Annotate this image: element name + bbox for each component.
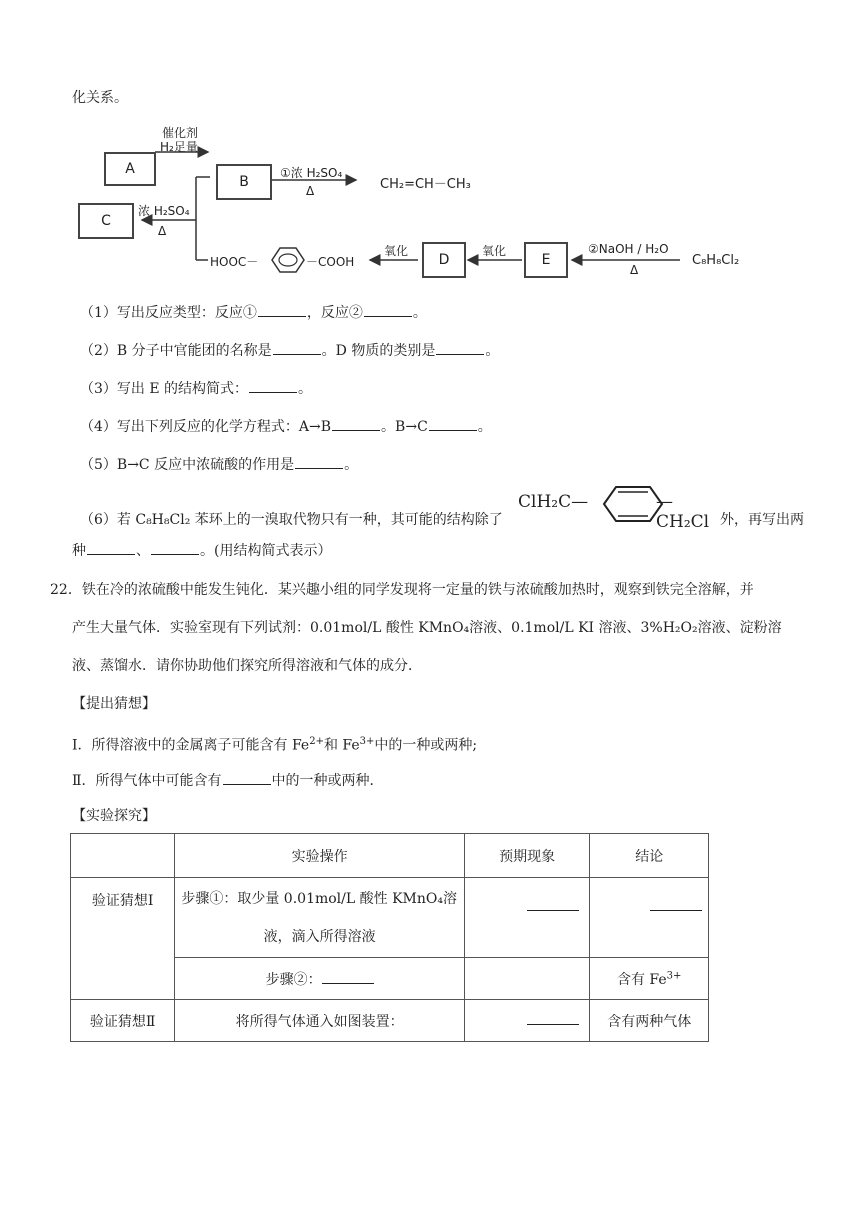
q21-4: （4）写出下列反应的化学方程式：A→B 。B→C 。 <box>80 416 492 437</box>
box-c: C <box>78 203 134 239</box>
answer-blank[interactable] <box>436 340 484 355</box>
cond-delta1: Δ <box>306 184 315 198</box>
box-a: A <box>104 152 156 186</box>
step2-operation: 步骤②： <box>175 958 465 1000</box>
row-label: 验证猜想Ⅰ <box>71 878 175 1000</box>
q21-1: （1）写出反应类型：反应① ，反应② 。 <box>80 302 427 323</box>
q21-6-tail: 外，再写出两 <box>720 512 804 528</box>
answer-blank[interactable] <box>295 454 343 469</box>
conclusion-cell: 含有 $Fe^{3+}$ <box>590 958 709 1000</box>
dichloro-structure <box>516 484 716 532</box>
box-d: D <box>422 242 466 278</box>
reaction-scheme <box>0 120 860 280</box>
q21-2: （2）B 分子中官能团的名称是 。D 物质的类别是 。 <box>80 340 499 361</box>
experiment-table <box>70 833 709 1042</box>
conclusion-cell: 含有两种气体 <box>590 1000 709 1042</box>
header-cell: 实验操作 <box>175 834 465 878</box>
cond-oxid1: 氧化 <box>384 244 409 258</box>
hyp-title: 【提出猜想】 <box>72 696 156 712</box>
start-material: C₈H₈Cl₂ <box>692 253 740 268</box>
header-cell: 预期现象 <box>464 834 590 878</box>
row-label: 验证猜想Ⅱ <box>71 1000 175 1042</box>
header-cell <box>71 834 175 878</box>
q21-6-text: （6）若 C₈H₈Cl₂ 苯环上的一溴取代物只有一种，其可能的结构除了 <box>80 512 503 528</box>
table-header-row <box>71 834 709 878</box>
box-e: E <box>524 242 568 278</box>
header-cell: 结论 <box>590 834 709 878</box>
answer-blank[interactable] <box>322 971 374 984</box>
answer-blank[interactable] <box>258 302 306 317</box>
cond-h2: H₂足量 <box>160 140 198 154</box>
step1-operation: 步骤①：取少量 0.01mol/L 酸性 KMnO₄溶 液，滴入所得溶液 <box>175 878 465 958</box>
expected-phenomenon[interactable] <box>464 1000 590 1042</box>
table-row <box>71 878 709 958</box>
q22-line3: 液、蒸馏水．请你协助他们探究所得溶液和气体的成分． <box>72 658 422 674</box>
q22-line1: 22．铁在冷的浓硫酸中能发生钝化．某兴趣小组的同学发现将一定量的铁与浓硫酸加热时，观察到铁完全溶解，并 <box>50 582 754 598</box>
gas-operation: 将所得气体通入如图装置： <box>175 1000 465 1042</box>
intro-tail: 化关系。 <box>72 90 128 106</box>
hyp1: Ⅰ．所得溶液中的金属离子可能含有 $Fe^{2+}$和 $Fe^{3+}$中的一种或两种; <box>72 736 478 754</box>
q21-3: （3）写出 E 的结构简式： 。 <box>80 378 312 399</box>
struct-right: —CH₂Cl <box>656 492 710 532</box>
q22-line2: 产生大量气体．实验室现有下列试剂：0.01mol/L 酸性 KMnO₄溶液、0.1mol/L KI 溶液、3%H₂O₂溶液、淀粉溶 <box>72 620 782 636</box>
benzene-ring-icon <box>272 248 304 272</box>
cond-oxid2: 氧化 <box>482 244 507 258</box>
answer-blank[interactable] <box>429 416 477 431</box>
box-b: B <box>216 164 272 200</box>
cond-delta2: Δ <box>158 224 167 238</box>
answer-blank[interactable] <box>332 416 380 431</box>
terephthalic-left: HOOC－ <box>210 255 259 269</box>
q21-5: （5）B→C 反应中浓硫酸的作用是 。 <box>80 454 358 475</box>
answer-blank[interactable] <box>151 540 199 555</box>
struct-left: ClH₂C— <box>518 492 589 512</box>
exp-title: 【实验探究】 <box>72 808 156 824</box>
terephthalic-right: －COOH <box>306 255 355 269</box>
answer-blank[interactable] <box>364 302 412 317</box>
cond-b-reaction: ①浓 H₂SO₄ <box>280 166 343 180</box>
cond-b-to-c: 浓 H₂SO₄ <box>138 204 190 218</box>
expected-phenomenon <box>464 958 590 1000</box>
answer-blank[interactable] <box>273 340 321 355</box>
answer-blank[interactable] <box>223 770 271 785</box>
hyp2: Ⅱ．所得气体中可能含有 中的一种或两种． <box>72 770 384 791</box>
table-row <box>71 1000 709 1042</box>
conclusion-cell[interactable] <box>590 878 709 958</box>
answer-blank[interactable] <box>87 540 135 555</box>
q21-6-line2: 种 、 。(用结构简式表示） <box>72 540 331 561</box>
product-propene: CH₂=CH－CH₃ <box>380 177 471 192</box>
answer-blank[interactable] <box>249 378 297 393</box>
expected-phenomenon[interactable] <box>464 878 590 958</box>
cond-delta3: Δ <box>630 263 639 277</box>
cond-catalyst: 催化剂 <box>162 126 199 140</box>
cond-naoh: ②NaOH / H₂O <box>588 242 669 256</box>
